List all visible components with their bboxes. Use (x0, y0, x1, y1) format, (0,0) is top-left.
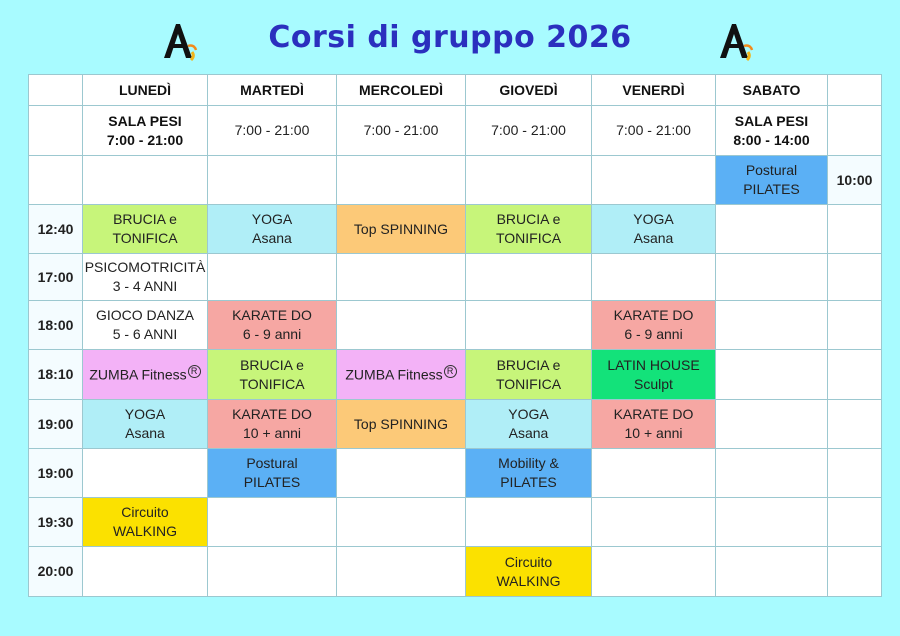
empty-cell (466, 156, 592, 205)
time-cell: 19:30 (29, 498, 83, 547)
class-cell: BRUCIA e TONIFICA (466, 350, 592, 400)
time-row (29, 498, 882, 547)
class-cell: ZUMBA Fitness R (83, 350, 208, 400)
empty-cell (828, 400, 882, 449)
empty-cell (828, 449, 882, 498)
day-header: VENERDÌ (592, 75, 716, 106)
empty-cell (716, 547, 828, 597)
day-header: MERCOLEDÌ (337, 75, 466, 106)
time-cell: 19:00 (29, 449, 83, 498)
class-cell: Top SPINNING (337, 205, 466, 254)
empty-cell (208, 156, 337, 205)
empty-cell (337, 156, 466, 205)
class-cell: BRUCIA e TONIFICA (208, 350, 337, 400)
sala-pesi-cell: SALA PESI 8:00 - 14:00 (716, 106, 828, 156)
empty-cell (83, 547, 208, 597)
time-cell: 19:00 (29, 400, 83, 449)
empty-cell (828, 350, 882, 400)
day-header: LUNEDÌ (83, 75, 208, 106)
empty-cell (828, 205, 882, 254)
empty-cell (592, 254, 716, 301)
registered-mark: R (444, 365, 457, 378)
empty-cell (208, 547, 337, 597)
day-header: MARTEDÌ (208, 75, 337, 106)
empty-cell (337, 449, 466, 498)
empty-cell (337, 301, 466, 350)
empty-cell (828, 301, 882, 350)
class-cell: BRUCIA e TONIFICA (466, 205, 592, 254)
class-cell: Mobility & PILATES (466, 449, 592, 498)
empty-cell (466, 301, 592, 350)
empty-cell (337, 547, 466, 597)
empty-cell (716, 449, 828, 498)
registered-mark: R (188, 365, 201, 378)
saturday-row (29, 156, 882, 205)
time-row (29, 400, 882, 449)
class-cell: GIOCO DANZA 5 - 6 ANNI (83, 301, 208, 350)
time-row (29, 449, 882, 498)
time-cell (29, 156, 83, 205)
time-cell: 18:10 (29, 350, 83, 400)
page-title: Corsi di gruppo 2026 (268, 20, 632, 55)
sala-pesi-row (29, 106, 882, 156)
empty-cell (716, 205, 828, 254)
class-cell: ZUMBA Fitness R (337, 350, 466, 400)
sala-pesi-cell: SALA PESI 7:00 - 21:00 (83, 106, 208, 156)
empty-cell (716, 498, 828, 547)
empty-cell (208, 498, 337, 547)
time-row (29, 254, 882, 301)
class-cell: Circuito WALKING (83, 498, 208, 547)
class-cell: YOGA Asana (83, 400, 208, 449)
class-cell: Postural PILATES (208, 449, 337, 498)
day-header: SABATO (716, 75, 828, 106)
empty-cell (337, 254, 466, 301)
time-row (29, 205, 882, 254)
time-cell: 20:00 (29, 547, 83, 597)
class-cell: BRUCIA e TONIFICA (83, 205, 208, 254)
empty-cell (828, 498, 882, 547)
class-cell: YOGA Asana (208, 205, 337, 254)
empty-cell (828, 547, 882, 597)
empty-cell (592, 156, 716, 205)
class-cell: KARATE DO 6 - 9 anni (208, 301, 337, 350)
empty-cell (466, 498, 592, 547)
time-cell (828, 106, 882, 156)
empty-cell (592, 547, 716, 597)
time-cell: 17:00 (29, 254, 83, 301)
corner-cell (828, 75, 882, 106)
class-cell: Circuito WALKING (466, 547, 592, 597)
empty-cell (83, 156, 208, 205)
time-cell: 18:00 (29, 301, 83, 350)
time-row (29, 547, 882, 597)
empty-cell (592, 498, 716, 547)
empty-cell (716, 400, 828, 449)
schedule-table (28, 74, 882, 597)
empty-cell (83, 449, 208, 498)
class-cell: KARATE DO 6 - 9 anni (592, 301, 716, 350)
time-row (29, 350, 882, 400)
empty-cell (466, 254, 592, 301)
time-cell: 12:40 (29, 205, 83, 254)
header-row (29, 75, 882, 106)
time-cell (29, 106, 83, 156)
empty-cell (716, 301, 828, 350)
class-cell: YOGA Asana (592, 205, 716, 254)
class-cell: PSICOMOTRICITÀ 3 - 4 ANNI (83, 254, 208, 301)
empty-cell (337, 498, 466, 547)
empty-cell (828, 254, 882, 301)
sala-pesi-cell: 7:00 - 21:00 (466, 106, 592, 156)
empty-cell (592, 449, 716, 498)
class-cell: LATIN HOUSE Sculpt (592, 350, 716, 400)
sala-pesi-cell: 7:00 - 21:00 (208, 106, 337, 156)
class-cell: KARATE DO 10 + anni (592, 400, 716, 449)
time-cell: 10:00 (828, 156, 882, 205)
class-cell: YOGA Asana (466, 400, 592, 449)
sala-pesi-cell: 7:00 - 21:00 (337, 106, 466, 156)
day-header: GIOVEDÌ (466, 75, 592, 106)
empty-cell (716, 350, 828, 400)
sala-pesi-cell: 7:00 - 21:00 (592, 106, 716, 156)
empty-cell (716, 254, 828, 301)
class-cell: KARATE DO 10 + anni (208, 400, 337, 449)
empty-cell (208, 254, 337, 301)
corner-cell (29, 75, 83, 106)
class-cell: Top SPINNING (337, 400, 466, 449)
time-row (29, 301, 882, 350)
class-cell: Postural PILATES (716, 156, 828, 205)
